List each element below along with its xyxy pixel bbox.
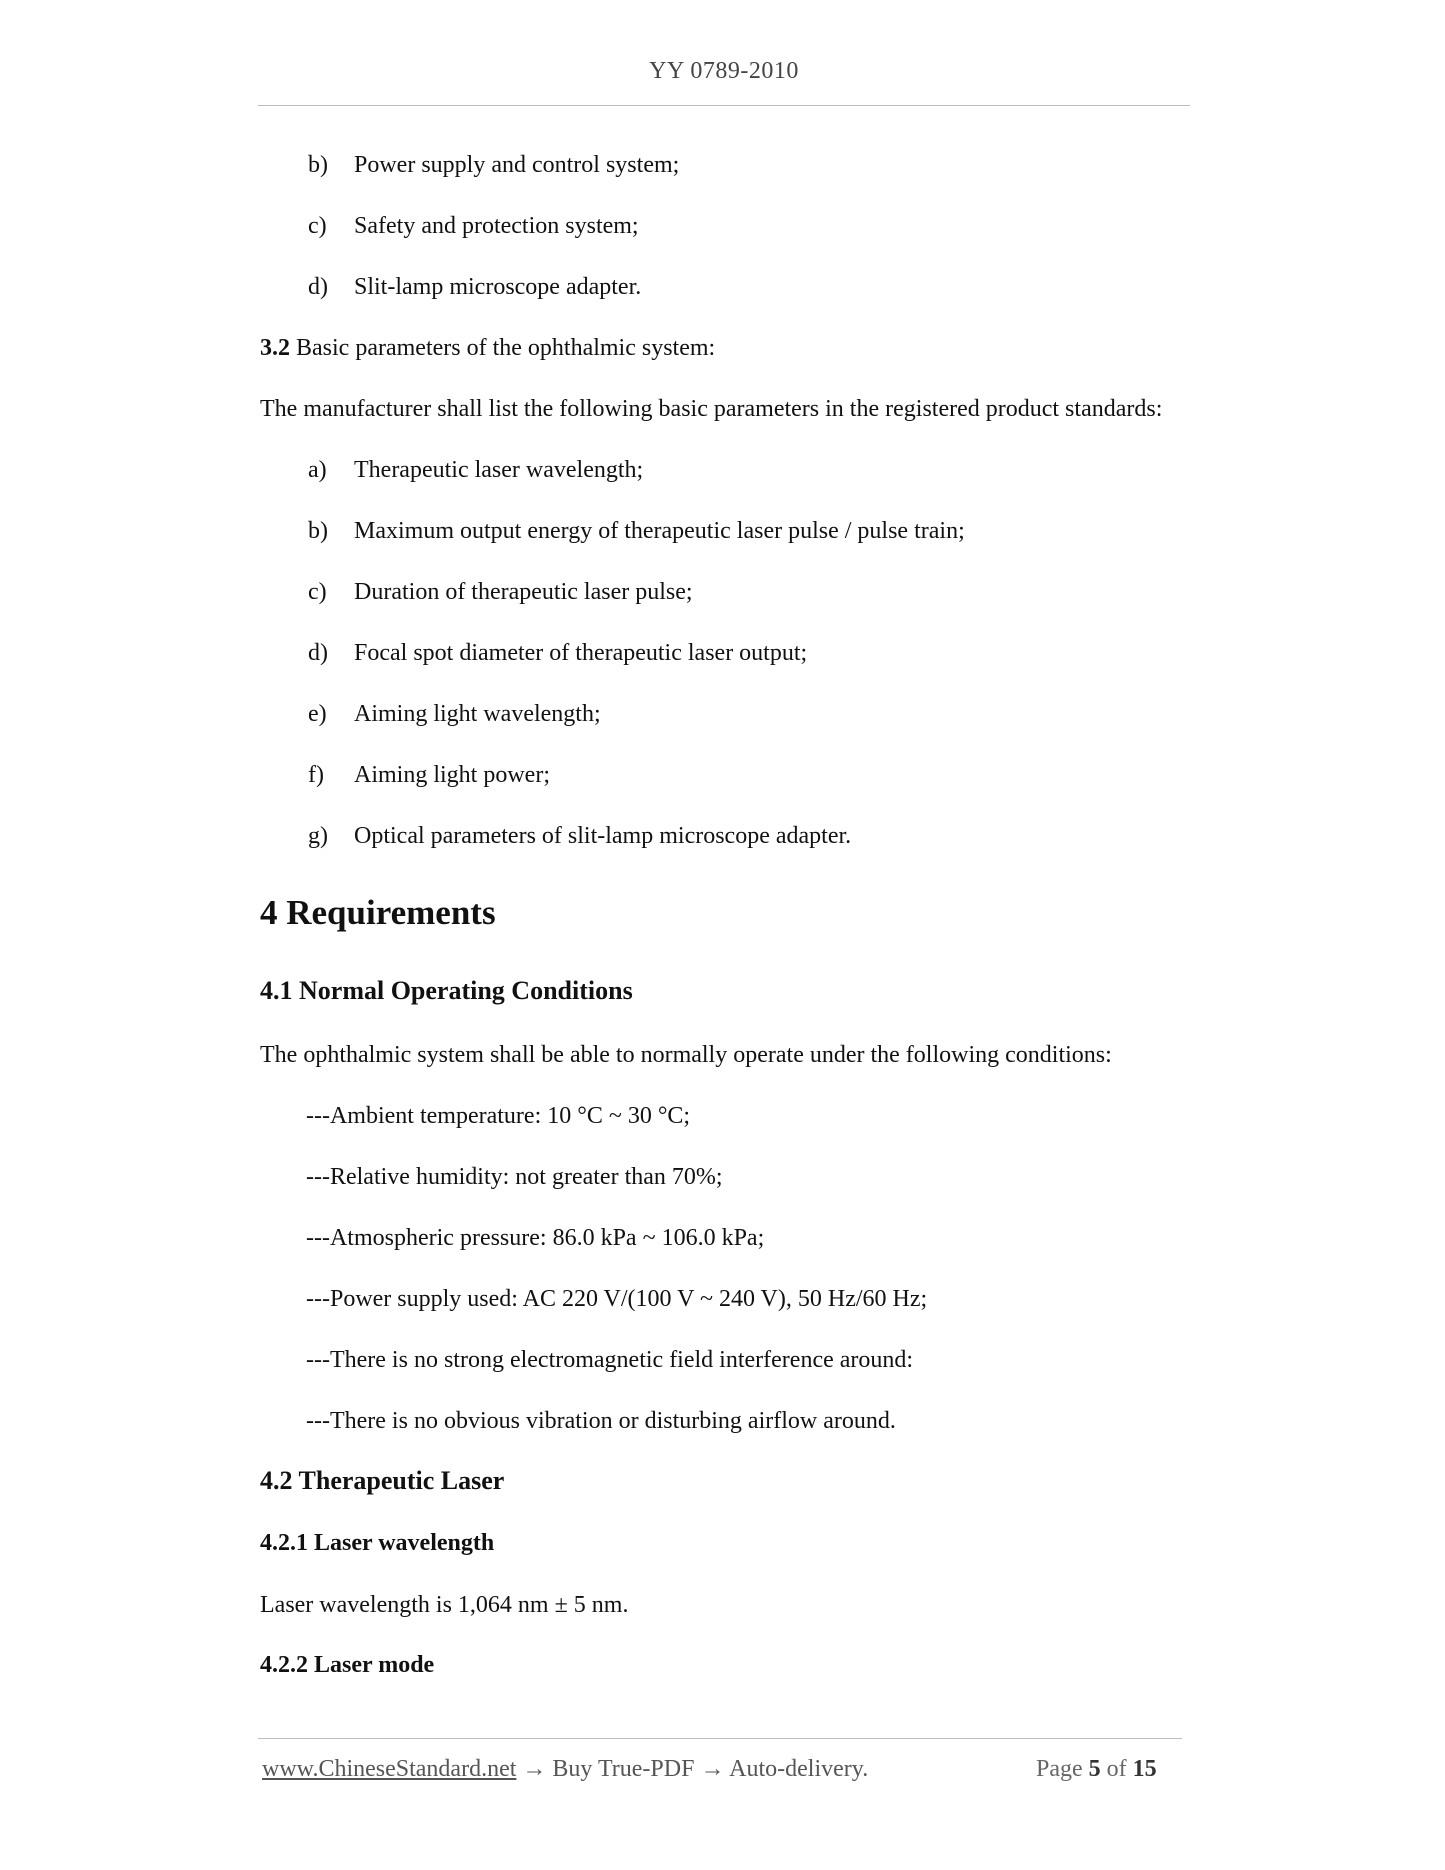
footer-links [262,1756,868,1783]
section-4-2-1-heading: 4.2.1 Laser wavelength [260,1530,495,1556]
page-header-title: YY 0789-2010 [649,58,799,84]
condition-item: ---Ambient temperature: 10 °C ~ 30 °C; [306,1103,691,1129]
page-number: 5 [1088,1756,1101,1782]
section-4-1-heading: 4.1 Normal Operating Conditions [260,976,633,1005]
list-item-label: c) [308,213,327,239]
list-item-text: Optical parameters of slit-lamp microscope adapter. [354,823,852,849]
section-4-1-intro: The ophthalmic system shall be able to normally operate under the following conditions: [260,1042,1112,1068]
list-item-label: d) [308,640,328,666]
list-item-text: Safety and protection system; [354,213,639,239]
page-word: Page [1036,1756,1083,1782]
section-4-2-heading: 4.2 Therapeutic Laser [260,1466,505,1495]
list-item-text: Focal spot diameter of therapeutic laser output; [354,640,808,666]
page-indicator [1036,1756,1157,1783]
section-4-heading: 4 Requirements [260,893,496,932]
list-item-text: Therapeutic laser wavelength; [354,457,644,483]
list-item-label: b) [308,518,328,544]
list-item-text: Power supply and control system; [354,152,680,178]
footer-website-link[interactable]: www.ChineseStandard.net [262,1756,517,1782]
list-item-text: Slit-lamp microscope adapter. [354,274,642,300]
header-divider [258,105,1190,106]
footer-delivery-text: Auto-delivery. [729,1756,869,1782]
list-item-label: c) [308,579,327,605]
list-item-label: b) [308,152,328,178]
condition-item: ---There is no obvious vibration or disturbing airflow around. [306,1408,896,1434]
condition-item: ---There is no strong electromagnetic field interference around: [306,1347,914,1373]
footer-divider [258,1738,1182,1739]
footer-buy-text: Buy True-PDF [552,1756,695,1782]
of-word: of [1106,1756,1127,1782]
list-item-label: g) [308,823,328,849]
condition-item: ---Relative humidity: not greater than 70%; [306,1164,723,1190]
list-item-text: Aiming light power; [354,762,550,788]
section-4-2-2-heading: 4.2.2 Laser mode [260,1652,435,1678]
list-item-text: Duration of therapeutic laser pulse; [354,579,693,605]
condition-item: ---Power supply used: AC 220 V/(100 V ~ 240 V), 50 Hz/60 Hz; [306,1286,928,1312]
list-item-label: d) [308,274,328,300]
arrow-right-icon: → [700,1756,725,1782]
list-item-label: a) [308,457,327,483]
list-item-text: Maximum output energy of therapeutic laser pulse / pulse train; [354,518,965,544]
section-number: 3.2 [260,335,290,361]
section-3-2-title [260,333,715,363]
list-item-text: Aiming light wavelength; [354,701,601,727]
list-item-label: e) [308,701,327,727]
condition-item: ---Atmospheric pressure: 86.0 kPa ~ 106.0 kPa; [306,1225,765,1251]
list-item-label: f) [308,762,324,788]
section-title-text: Basic parameters of the ophthalmic system: [296,335,716,361]
page-total: 15 [1132,1756,1157,1782]
section-4-2-1-text: Laser wavelength is 1,064 nm ± 5 nm. [260,1592,629,1618]
arrow-right-icon: → [522,1756,547,1782]
section-3-2-intro: The manufacturer shall list the following basic parameters in the registered product standards: [260,396,1163,422]
